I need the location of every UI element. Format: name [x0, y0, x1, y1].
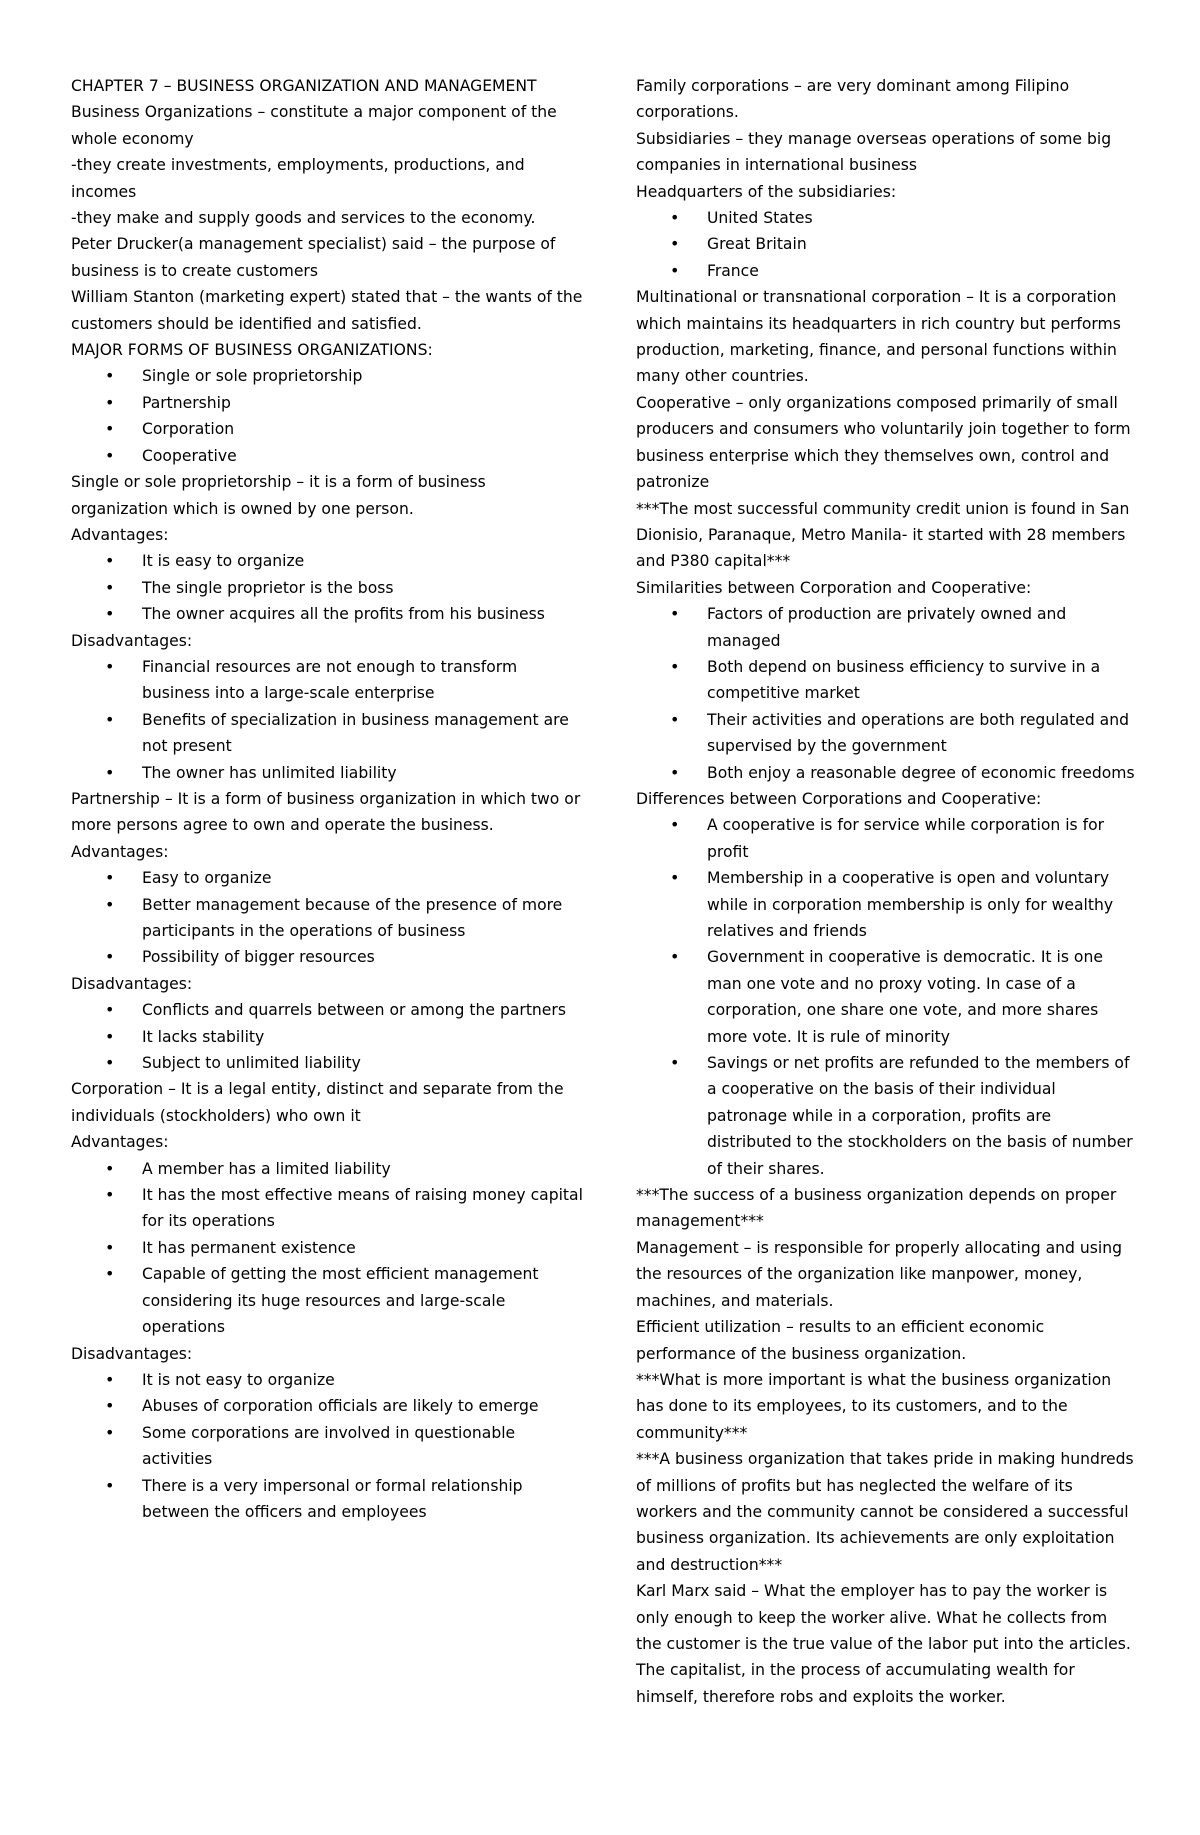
- paragraph: Advantages:: [71, 842, 169, 861]
- list-item: • Government in cooperative is democratic. It is one man one vote and no proxy voting. In case of a corporation, one share one vote, and more shares more vote. It is rule of minority: [636, 944, 1136, 1050]
- list-item: • It has permanent existence: [71, 1235, 583, 1261]
- list-item: • Membership in a cooperative is open and voluntary while in corporation membership is only for wealthy relatives and friends: [636, 865, 1136, 944]
- paragraph: Single or sole proprietorship – it is a form of business organization which is owned by one person.: [71, 473, 486, 518]
- paragraph: Headquarters of the subsidiaries:: [636, 182, 897, 201]
- paragraph: Business Organizations – constitute a major component of the whole economy: [71, 103, 557, 148]
- paragraph: Disadvantages:: [71, 631, 193, 650]
- list-item: • Better management because of the presence of more participants in the operations of business: [71, 892, 583, 945]
- list-item: • Cooperative: [71, 443, 583, 469]
- bullet-list: [71, 997, 583, 1076]
- paragraph: Disadvantages:: [71, 1344, 193, 1363]
- list-item: • Corporation: [71, 416, 583, 442]
- paragraph: ***A business organization that takes pride in making hundreds of millions of profits but has neglected the welfare of its workers and the community cannot be considered a successful business organization. Its achievements are only exploitation and destruction***: [636, 1450, 1134, 1574]
- list-item: • Financial resources are not enough to transform business into a large-scale enterprise: [71, 654, 583, 707]
- paragraph: MAJOR FORMS OF BUSINESS ORGANIZATIONS:: [71, 341, 433, 360]
- bullet-list: [71, 363, 583, 469]
- list-item: • Savings or net profits are refunded to the members of a cooperative on the basis of their individual patronage while in a corporation, profits are distributed to the stockholders on the basis of number of their shares.: [636, 1050, 1136, 1182]
- list-item: • A cooperative is for service while corporation is for profit: [636, 812, 1136, 865]
- bullet-list: [636, 812, 1136, 1182]
- list-item: • The owner acquires all the profits from his business: [71, 601, 583, 627]
- list-item: • It is not easy to organize: [71, 1367, 583, 1393]
- list-item: • Their activities and operations are both regulated and supervised by the government: [636, 707, 1136, 760]
- bullet-list: [71, 1367, 583, 1525]
- paragraph: William Stanton (marketing expert) stated that – the wants of the customers should be identified and satisfied.: [71, 288, 583, 333]
- list-item: • Single or sole proprietorship: [71, 363, 583, 389]
- paragraph: Family corporations – are very dominant among Filipino corporations.: [636, 77, 1070, 122]
- bullet-list: [71, 865, 583, 971]
- paragraph: CHAPTER 7 – BUSINESS ORGANIZATION AND MANAGEMENT: [71, 77, 537, 95]
- paragraph: Karl Marx said – What the employer has to pay the worker is only enough to keep the worker alive. What he collects from the customer is the true value of the labor put into the articles. The capitalist, in the process of accumulating wealth for himself, therefore robs and exploits the worker.: [636, 1582, 1131, 1706]
- paragraph: ***What is more important is what the business organization has done to its employees, to its customers, and to the community***: [636, 1370, 1112, 1442]
- paragraph: Cooperative – only organizations composed primarily of small producers and consumers who voluntarily join together to form business enterprise which they themselves own, control and patronize: [636, 393, 1131, 492]
- paragraph: Differences between Corporations and Cooperative:: [636, 789, 1042, 808]
- list-item: • Great Britain: [636, 231, 1136, 257]
- bullet-list: [71, 1156, 583, 1341]
- list-item: • Abuses of corporation officials are likely to emerge: [71, 1393, 583, 1419]
- paragraph: Advantages:: [71, 1133, 169, 1152]
- paragraph: -they make and supply goods and services to the economy.: [71, 209, 536, 228]
- list-item: • Conflicts and quarrels between or among the partners: [71, 997, 583, 1023]
- list-item: • It lacks stability: [71, 1024, 583, 1050]
- paragraph: ***The most successful community credit union is found in San Dionisio, Paranaque, Metro Manila- it started with 28 members and P380 capital***: [636, 499, 1130, 571]
- bullet-list: [636, 205, 1136, 284]
- list-item: • Easy to organize: [71, 865, 583, 891]
- paragraph: ***The success of a business organization depends on proper management***: [636, 1186, 1117, 1231]
- paragraph: Disadvantages:: [71, 974, 193, 993]
- paragraph: -they create investments, employments, productions, and incomes: [71, 156, 525, 201]
- list-item: • Possibility of bigger resources: [71, 944, 583, 970]
- paragraph: Efficient utilization – results to an efficient economic performance of the business organization.: [636, 1318, 1045, 1363]
- right-column: [636, 73, 1136, 1710]
- list-item: • Some corporations are involved in questionable activities: [71, 1420, 583, 1473]
- list-item: • United States: [636, 205, 1136, 231]
- bullet-list: [71, 654, 583, 786]
- paragraph: Subsidiaries – they manage overseas operations of some big companies in international business: [636, 129, 1112, 175]
- list-item: • Partnership: [71, 390, 583, 416]
- list-item: • Both depend on business efficiency to survive in a competitive market: [636, 654, 1136, 707]
- list-item: • Benefits of specialization in business management are not present: [71, 707, 583, 760]
- left-column: [71, 73, 583, 1525]
- list-item: • Capable of getting the most efficient management considering its huge resources and large-scale operations: [71, 1261, 583, 1340]
- list-item: • The owner has unlimited liability: [71, 760, 583, 786]
- list-item: • The single proprietor is the boss: [71, 575, 583, 601]
- paragraph: Partnership – It is a form of business organization in which two or more persons agree to own and operate the business.: [71, 789, 581, 835]
- paragraph: Corporation – It is a legal entity, distinct and separate from the individuals (stockholders) who own it: [71, 1080, 564, 1125]
- list-item: • Both enjoy a reasonable degree of economic freedoms: [636, 760, 1136, 786]
- list-item: • A member has a limited liability: [71, 1156, 583, 1182]
- list-item: • Subject to unlimited liability: [71, 1050, 583, 1076]
- bullet-list: [636, 601, 1136, 786]
- paragraph: Similarities between Corporation and Cooperative:: [636, 578, 1032, 597]
- paragraph: Management – is responsible for properly allocating and using the resources of the organization like manpower, money, machines, and materials.: [636, 1238, 1123, 1310]
- list-item: • France: [636, 258, 1136, 284]
- paragraph: Advantages:: [71, 525, 169, 544]
- list-item: • There is a very impersonal or formal relationship between the officers and employees: [71, 1473, 583, 1526]
- paragraph: Multinational or transnational corporation – It is a corporation which maintains its headquarters in rich country but performs production, marketing, finance, and personal functions within many other countries.: [636, 288, 1121, 386]
- list-item: • It is easy to organize: [71, 548, 583, 574]
- list-item: • Factors of production are privately owned and managed: [636, 601, 1136, 654]
- bullet-list: [71, 548, 583, 627]
- paragraph: Peter Drucker(a management specialist) said – the purpose of business is to create customers: [71, 235, 556, 280]
- list-item: • It has the most effective means of raising money capital for its operations: [71, 1182, 583, 1235]
